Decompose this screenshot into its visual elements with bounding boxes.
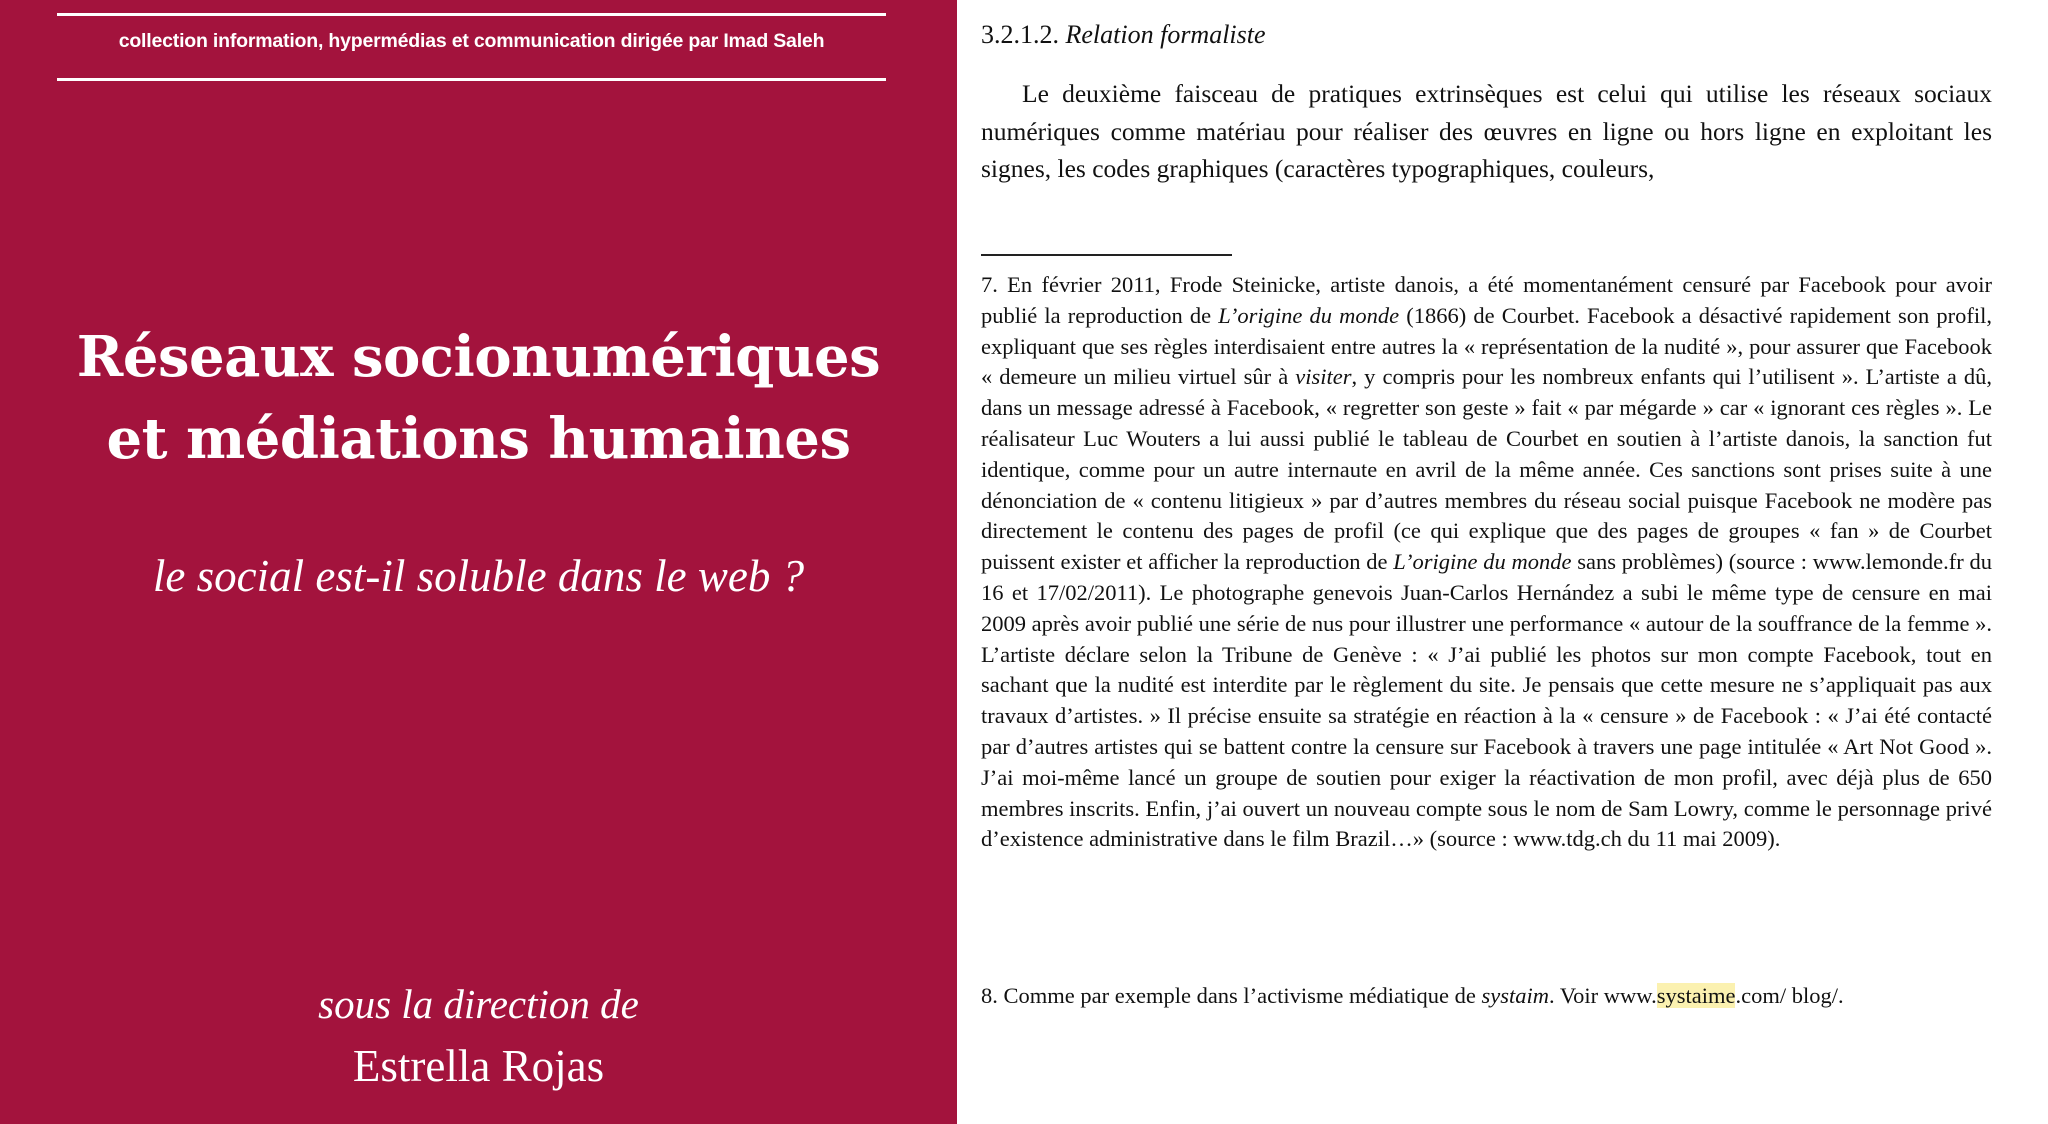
direction-label: sous la direction de (318, 981, 639, 1027)
body-paragraph: Le deuxième faisceau de pratiques extrinsèques est celui qui utilise les réseaux sociaux numériques comme matériau pour réaliser des œuvres en ligne ou hors ligne en exploitant les signes, les codes graphiques (caractères typographiques, couleurs, (981, 79, 1992, 183)
footnote-7-artwork-title: L’origine du monde (1393, 549, 1572, 575)
book-title-line1: Réseaux socionumériques (76, 324, 881, 390)
collection-line: collection information, hypermédias et communication dirigée par Imad Saleh (118, 30, 825, 52)
footnote-7-text: , y compris pour les nombreux enfants qui l’utilisent ». L’artiste a dû, dans un message adressé à Facebook, « regretter son geste » fait « par mégarde » car « ignorant ces règles ». Le réalisateur Luc Wouters a lui aussi publié le tableau de Courbet en soutien à l’artiste danois, la sanction fut identique, comme pour un autre internaute en avril de la même année. Ces sanctions sont prises suite à une dénonciation de « contenu litigieux » par d’autres membres du réseau social puisque Facebook ne modère pas directement le contenu des pages de profil (ce qui explique que des pages de groupes « fan » de Courbet puissent exister et afficher la reproduction de (981, 364, 1992, 575)
footnote-8 (981, 981, 1992, 1012)
footnote-7-text: sans problèmes) (source : www.lemonde.fr du 16 et 17/02/2011). Le photographe genevois Juan-Carlos Hernández a subi le même type de censure en mai 2009 après avoir publié une série de nus pour illustrer une performance « autour de la souffrance de la femme ». L’artiste déclare selon la Tribune de Genève : « J’ai publié les photos sur mon compte Facebook, tout en sachant que la nudité est interdite par le règlement du site. Je pensais que cette mesure ne s’appliquait pas aux travaux d’artistes. » Il précise ensuite sa stratégie en réaction à la « censure » de Facebook : « J’ai été contacté par d’autres artistes qui se battent contre la censure sur Facebook à travers une page intitulée « Art Not Good ». J’ai moi-même lancé un groupe de soutien pour exiger la réactivation de mon profil, avec déjà plus de 650 membres inscrits. Enfin, j’ai ouvert un nouveau compte sous le nom de Sam Lowry, comme le personnage privé d’existence administrative dans le film Brazil…» (source : www.tdg.ch du 11 mai 2009). (981, 549, 1992, 852)
footnote-7-artwork-title: L’origine du monde (1218, 302, 1400, 328)
book-cover (0, 0, 957, 1124)
section-number: 3.2.1.2. (981, 20, 1059, 49)
editor-name: Estrella Rojas (352, 1041, 605, 1091)
footnote-8-emphasis: systaim (1481, 983, 1549, 1008)
book-subtitle: le social est-il soluble dans le web ? (152, 551, 805, 601)
section-title: Relation formaliste (1065, 20, 1266, 49)
highlighted-text: systaime (1656, 983, 1736, 1008)
footnote-8-text: . Voir www. (1548, 983, 1657, 1008)
footnote-7 (981, 270, 1992, 855)
footnote-7-text: (1866) de Courbet. Facebook a désactivé rapidement son profil, expliquant que ses règles interdisaient entre autres la « représentation de la nudité », pour assurer que Facebook « demeure un milieu virtuel sûr à (981, 302, 1992, 390)
footnote-7-text: 7. En février 2011, Frode Steinicke, artiste danois, a été momentanément censuré par Facebook pour avoir publié la reproduction de (981, 272, 1992, 328)
book-page (981, 0, 1992, 1124)
cover-bottom-rule (57, 78, 886, 81)
footnote-separator (981, 254, 1232, 256)
footnote-8-text: .com/ blog/. (1735, 983, 1844, 1008)
cover-top-rule (57, 13, 886, 16)
footnote-7-emphasis: visiter (1295, 364, 1352, 390)
book-title (0, 316, 957, 480)
footnote-8-text: 8. Comme par exemple dans l’activisme médiatique de (981, 983, 1482, 1008)
section-heading (981, 20, 1266, 50)
book-title-line2: et médiations humaines (106, 406, 851, 472)
